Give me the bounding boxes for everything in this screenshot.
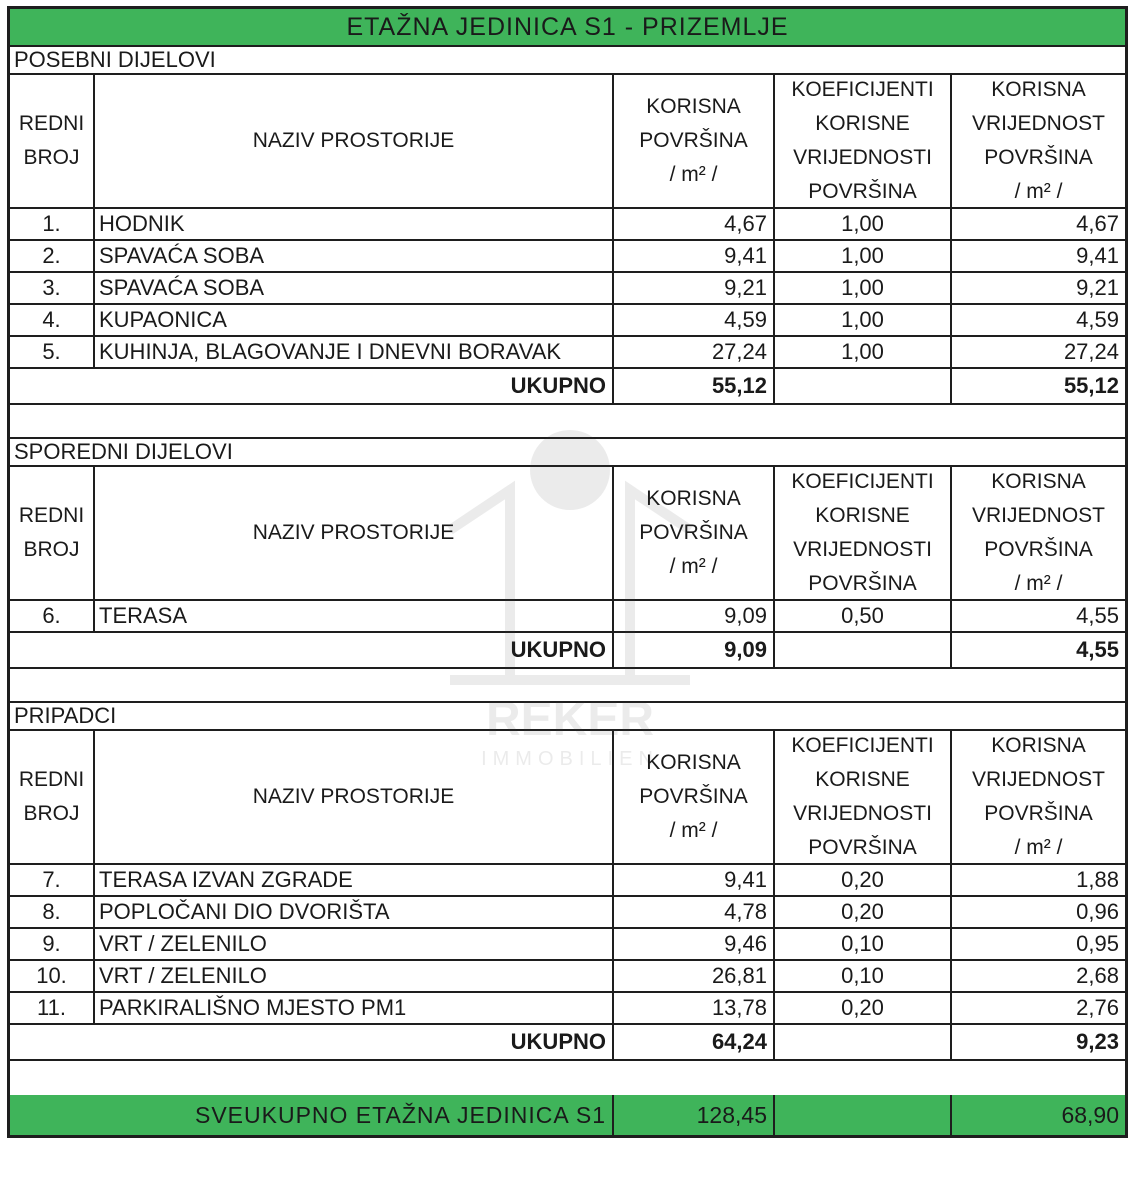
room-coefficient: 0,10 (775, 961, 952, 991)
room-name: SPAVAĆA SOBA (95, 273, 614, 303)
header-korisna-povrsina-line: POVRŠINA (639, 129, 748, 152)
room-value: 9,41 (1076, 243, 1119, 268)
header-korisna-vrijednost-line: POVRŠINA (984, 538, 1093, 561)
room-coefficient: 0,20 (775, 993, 952, 1023)
header-redni-broj-line: BROJ (23, 146, 80, 169)
table-row (10, 305, 1125, 337)
table-row (10, 209, 1125, 241)
column-header-row (10, 467, 1125, 601)
header-korisna-povrsina (614, 467, 775, 599)
header-koeficijenti-line: KOEFICIJENTI (791, 470, 934, 493)
room-name: VRT / ZELENILO (95, 961, 614, 991)
section-total-value: 55,12 (1063, 373, 1119, 398)
spacer-row (10, 405, 1125, 439)
row-number: 2. (10, 241, 95, 271)
header-koeficijenti-line: KORISNE (815, 504, 910, 527)
header-korisna-vrijednost (952, 75, 1125, 207)
header-koeficijenti (775, 731, 952, 863)
title-row (10, 9, 1125, 47)
room-area: 26,81 (614, 961, 775, 991)
header-koeficijenti-line: KOEFICIJENTI (791, 734, 934, 757)
header-redni-broj (10, 731, 95, 863)
header-koeficijenti-line: POVRŠINA (808, 572, 917, 595)
room-area: 13,78 (614, 993, 775, 1023)
section-total-area: 64,24 (614, 1025, 775, 1059)
table-row (10, 865, 1125, 897)
column-header-row (10, 75, 1125, 209)
table-row (10, 961, 1125, 993)
table-row (10, 241, 1125, 273)
table-row (10, 337, 1125, 369)
header-korisna-vrijednost-line: POVRŠINA (984, 146, 1093, 169)
header-korisna-vrijednost-line: KORISNA (991, 734, 1086, 757)
spacer-row (10, 1061, 1125, 1095)
grand-total-area: 128,45 (614, 1095, 775, 1135)
header-korisna-vrijednost (952, 731, 1125, 863)
room-name: PARKIRALIŠNO MJESTO PM1 (95, 993, 614, 1023)
room-area: 27,24 (614, 337, 775, 367)
room-name: KUHINJA, BLAGOVANJE I DNEVNI BORAVAK (95, 337, 614, 367)
header-korisna-povrsina-line: KORISNA (646, 751, 741, 774)
room-coefficient: 0,50 (775, 601, 952, 631)
section-total-area: 55,12 (614, 369, 775, 403)
row-number: 4. (10, 305, 95, 335)
header-koeficijenti-line: VRIJEDNOSTI (793, 802, 932, 825)
section-total-coef (775, 369, 952, 403)
header-koeficijenti-line: KORISNE (815, 112, 910, 135)
column-header-row (10, 731, 1125, 865)
header-koeficijenti (775, 75, 952, 207)
header-naziv: NAZIV PROSTORIJE (95, 75, 614, 207)
header-koeficijenti-line: KORISNE (815, 768, 910, 791)
header-korisna-povrsina (614, 731, 775, 863)
header-korisna-povrsina-line: / m² / (669, 819, 718, 842)
header-redni-broj (10, 75, 95, 207)
header-koeficijenti-line: VRIJEDNOSTI (793, 146, 932, 169)
header-naziv: NAZIV PROSTORIJE (95, 467, 614, 599)
row-number: 11. (10, 993, 95, 1023)
header-korisna-povrsina-line: POVRŠINA (639, 785, 748, 808)
room-name: TERASA IZVAN ZGRADE (95, 865, 614, 895)
header-redni-broj-line: REDNI (18, 768, 85, 791)
room-area: 4,59 (614, 305, 775, 335)
section-title-row (10, 703, 1125, 731)
grand-total-row (10, 1095, 1125, 1135)
room-coefficient: 1,00 (775, 209, 952, 239)
header-koeficijenti (775, 467, 952, 599)
table-title: ETAŽNA JEDINICA S1 - PRIZEMLJE (10, 9, 1125, 45)
row-number: 7. (10, 865, 95, 895)
section-total-value: 4,55 (1076, 637, 1119, 662)
header-korisna-vrijednost-line: KORISNA (991, 78, 1086, 101)
room-coefficient: 0,10 (775, 929, 952, 959)
header-koeficijenti-line: VRIJEDNOSTI (793, 538, 932, 561)
area-table (7, 6, 1128, 1138)
room-name: HODNIK (95, 209, 614, 239)
section-total-label: UKUPNO (10, 633, 614, 667)
room-value: 2,76 (1076, 995, 1119, 1020)
header-korisna-vrijednost-line: VRIJEDNOST (971, 112, 1105, 135)
room-value: 9,21 (1076, 275, 1119, 300)
section-title-row (10, 47, 1125, 75)
section-total-row (10, 369, 1125, 405)
spacer-row (10, 669, 1125, 703)
row-number: 1. (10, 209, 95, 239)
header-korisna-povrsina-line: KORISNA (646, 487, 741, 510)
watermark-name: REKER (485, 693, 655, 746)
room-coefficient: 1,00 (775, 337, 952, 367)
room-name: TERASA (95, 601, 614, 631)
room-coefficient: 1,00 (775, 273, 952, 303)
header-korisna-vrijednost (952, 467, 1125, 599)
header-korisna-vrijednost-line: KORISNA (991, 470, 1086, 493)
room-name: POPLOČANI DIO DVORIŠTA (95, 897, 614, 927)
room-area: 9,09 (614, 601, 775, 631)
header-redni-broj-line: BROJ (23, 538, 80, 561)
header-koeficijenti-line: POVRŠINA (808, 836, 917, 859)
table-row (10, 601, 1125, 633)
grand-total-coef (775, 1095, 952, 1135)
row-number: 9. (10, 929, 95, 959)
section-total-coef (775, 1025, 952, 1059)
room-name: VRT / ZELENILO (95, 929, 614, 959)
room-name: KUPAONICA (95, 305, 614, 335)
header-korisna-povrsina (614, 75, 775, 207)
table-row (10, 273, 1125, 305)
room-coefficient: 0,20 (775, 897, 952, 927)
watermark-sub: IMMOBILIEN (481, 748, 659, 770)
section-title: POSEBNI DIJELOVI (14, 47, 216, 72)
header-redni-broj-line: BROJ (23, 802, 80, 825)
room-coefficient: 1,00 (775, 305, 952, 335)
section-total-label: UKUPNO (10, 1025, 614, 1059)
table-row (10, 993, 1125, 1025)
row-number: 3. (10, 273, 95, 303)
header-naziv: NAZIV PROSTORIJE (95, 731, 614, 863)
section-title: SPOREDNI DIJELOVI (14, 439, 233, 464)
header-korisna-povrsina-line: KORISNA (646, 95, 741, 118)
room-value: 4,59 (1076, 307, 1119, 332)
room-area: 9,41 (614, 241, 775, 271)
header-koeficijenti-line: KOEFICIJENTI (791, 78, 934, 101)
room-value: 0,95 (1076, 931, 1119, 956)
header-redni-broj (10, 467, 95, 599)
room-area: 4,78 (614, 897, 775, 927)
grand-total-value: 68,90 (1061, 1101, 1119, 1128)
header-redni-broj-line: REDNI (18, 504, 85, 527)
room-value: 0,96 (1076, 899, 1119, 924)
room-name: SPAVAĆA SOBA (95, 241, 614, 271)
header-redni-broj-line: REDNI (18, 112, 85, 135)
sections-container (10, 47, 1125, 1095)
table-row (10, 897, 1125, 929)
header-korisna-vrijednost-line: VRIJEDNOST (971, 768, 1105, 791)
room-area: 9,21 (614, 273, 775, 303)
room-value: 4,55 (1076, 603, 1119, 628)
room-coefficient: 0,20 (775, 865, 952, 895)
header-korisna-povrsina-line: / m² / (669, 163, 718, 186)
header-korisna-vrijednost-line: / m² / (1014, 572, 1063, 595)
header-korisna-vrijednost-line: POVRŠINA (984, 802, 1093, 825)
room-value: 2,68 (1076, 963, 1119, 988)
room-value: 27,24 (1063, 339, 1119, 364)
header-korisna-povrsina-line: POVRŠINA (639, 521, 748, 544)
grand-total-label: SVEUKUPNO ETAŽNA JEDINICA S1 (10, 1095, 614, 1135)
room-area: 9,46 (614, 929, 775, 959)
room-value: 1,88 (1076, 867, 1119, 892)
room-area: 9,41 (614, 865, 775, 895)
table-row (10, 929, 1125, 961)
section-total-area: 9,09 (614, 633, 775, 667)
header-korisna-vrijednost-line: / m² / (1014, 836, 1063, 859)
section-title-row (10, 439, 1125, 467)
section-total-row (10, 1025, 1125, 1061)
section-title: PRIPADCI (14, 703, 117, 728)
section-total-row (10, 633, 1125, 669)
room-area: 4,67 (614, 209, 775, 239)
room-value: 4,67 (1076, 211, 1119, 236)
section-total-label: UKUPNO (10, 369, 614, 403)
header-korisna-vrijednost-line: / m² / (1014, 180, 1063, 203)
row-number: 10. (10, 961, 95, 991)
row-number: 5. (10, 337, 95, 367)
room-coefficient: 1,00 (775, 241, 952, 271)
header-koeficijenti-line: POVRŠINA (808, 180, 917, 203)
section-total-coef (775, 633, 952, 667)
header-korisna-vrijednost-line: VRIJEDNOST (971, 504, 1105, 527)
header-korisna-povrsina-line: / m² / (669, 555, 718, 578)
row-number: 6. (10, 601, 95, 631)
section-total-value: 9,23 (1076, 1029, 1119, 1054)
row-number: 8. (10, 897, 95, 927)
